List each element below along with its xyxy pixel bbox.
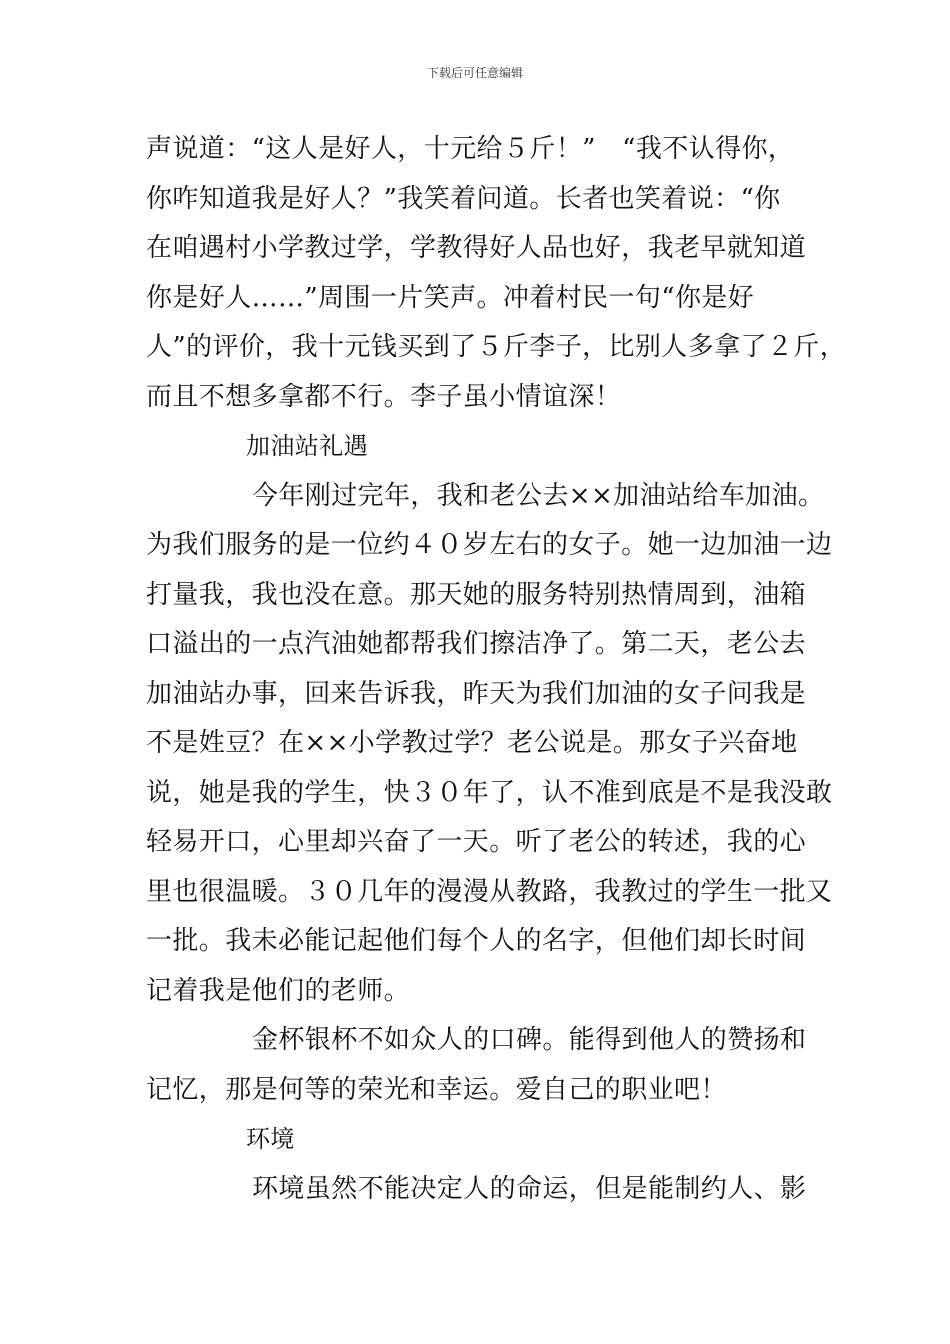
- text-line: 说，她是我的学生，快３０年了，认不准到底是不是我没敢: [146, 777, 833, 808]
- text-line: 记忆，那是何等的荣光和幸运。爱自己的职业吧！: [146, 1074, 727, 1105]
- text-line: 你咋知道我是好人？”我笑着问道。长者也笑着说：“你: [146, 183, 781, 214]
- text-line: 在咱遇村小学教过学，学教得好人品也好，我老早就知道: [146, 233, 807, 263]
- text-line: 口溢出的一点汽油她都帮我们擦洁净了。第二天，老公去: [146, 629, 807, 659]
- text-line: 记着我是他们的老师。: [146, 975, 411, 1006]
- text-line: 打量我，我也没在意。那天她的服务特别热情周到，油箱: [146, 579, 807, 610]
- document-body: [146, 125, 847, 1214]
- text-line: 今年刚过完年，我和老公去××加油站给车加油。: [252, 480, 825, 511]
- page-header: 下载后可任意编辑: [426, 66, 523, 80]
- text-line: 不是姓豆？在××小学教过学？老公说是。那女子兴奋地: [146, 728, 798, 758]
- text-line: 轻易开口，心里却兴奋了一天。听了老公的转述，我的心: [146, 827, 807, 857]
- section-heading: 环境: [246, 1125, 295, 1153]
- text-line: 金杯银杯不如众人的口碑。能得到他人的赞扬和: [252, 1025, 807, 1055]
- section-heading: 加油站礼遇: [246, 432, 368, 460]
- text-line: 里也很温暖。３０几年的漫漫从教路，我教过的学生一批又: [146, 876, 833, 907]
- text-line: 为我们服务的是一位约４０岁左右的女子。她一边加油一边: [146, 530, 833, 560]
- text-line: 人”的评价，我十元钱买到了５斤李子，比别人多拿了２斤，: [146, 332, 847, 362]
- text-line: 声说道：“这人是好人，十元给５斤！” “我不认得你，: [146, 134, 795, 164]
- text-line: 你是好人……”周围一片笑声。冲着村民一句“你是好: [146, 282, 755, 313]
- text-line: 一批。我未必能记起他们每个人的名字，但他们却长时间: [146, 926, 807, 956]
- text-line: 加油站办事，回来告诉我，昨天为我们加油的女子问我是: [146, 678, 807, 709]
- text-line: 环境虽然不能决定人的命运，但是能制约人、影: [252, 1173, 807, 1204]
- text-line: 而且不想多拿都不行。李子虽小情谊深！: [146, 381, 622, 412]
